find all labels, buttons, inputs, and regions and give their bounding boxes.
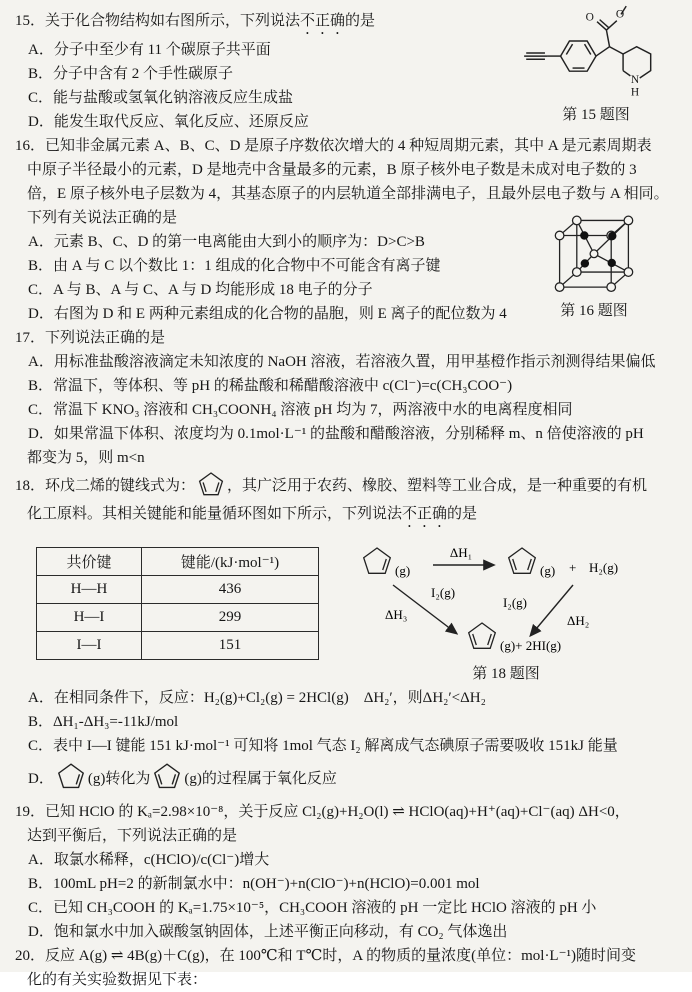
q15-number: 15．: [15, 13, 46, 29]
energy-ii: 151: [142, 632, 319, 660]
q18-figure-row: [36, 535, 692, 684]
nh-hydrogen-label: H: [630, 86, 640, 99]
q18-option-d-label: D．: [28, 771, 54, 787]
q16-crystal-cell-diagram: [550, 214, 638, 300]
q18-stem-emphasis: 不正确: [402, 506, 448, 522]
q18-energy-cycle: [341, 535, 671, 684]
q19-option-a: A．取氯水稀释，c(HClO)/c(Cl⁻)增大: [28, 852, 270, 868]
q17-option-d: D．如果常温下体积、浓度均为 0.1mol·L⁻¹ 的盐酸和醋酸溶液，分别稀释 m、n 倍使溶液的 pH: [28, 426, 644, 442]
nitrogen-label: N: [630, 74, 640, 87]
q16-stem-line-1: 16．已知非金属元素 A、B、C、D 是原子序数依次增大的 4 种短周期元素，其中 A 是元素周期表: [15, 138, 652, 154]
cyclopentadiene-structure-bottom: [469, 623, 496, 648]
q18-stem-line-1: [0, 470, 692, 502]
energy-hh: 436: [142, 576, 319, 604]
q15-option-d: D．能发生取代反应、氧化反应、还原反应: [28, 114, 309, 130]
q20-stem-line-1: 20．反应 A(g) ⇌ 4B(g)＋C(g)，在 100℃和 T℃时，A 的物质的量浓度(单位：mol·L⁻¹)随时间变: [15, 948, 637, 964]
dh3-label: ΔH₃: [385, 607, 408, 622]
q18-figure-caption: 第 18 题图: [472, 666, 540, 682]
bond-energy-table: [36, 547, 319, 660]
cyclopentadiene-structure-top: [509, 548, 536, 573]
plus-sign: +: [569, 560, 577, 575]
benzene-ring: [561, 41, 596, 71]
q18-cycle-diagram: [341, 535, 671, 663]
question-20: [0, 944, 692, 992]
q17-option-c: C．常温下 KNO₃ 溶液和 CH₃COONH₄ 溶液 pH 均为 7，两溶液中水的电离程度相同: [28, 402, 573, 418]
q18-stem-text-4: 的是: [447, 506, 478, 522]
h2-label: H₂(g): [589, 560, 619, 575]
q18-option-b: B．ΔH₁-ΔH₃=-11kJ/mol: [28, 714, 179, 730]
col-header-energy: 键能/(kJ·mol⁻¹): [142, 548, 319, 576]
q15-figure: [512, 4, 680, 125]
dh1-label: ΔH₁: [449, 545, 473, 560]
carbonyl-o-label: O: [585, 11, 594, 24]
q16-figure-caption: 第 16 题图: [560, 303, 628, 319]
col-header-bond: 共价键: [37, 548, 142, 576]
q15-figure-caption: 第 15 题图: [562, 107, 630, 123]
bond-hh: H—H: [37, 576, 142, 604]
bond-ii: I—I: [37, 632, 142, 660]
bond-hi: H—I: [37, 604, 142, 632]
q18-option-a: A．在相同条件下，反应：H₂(g)+Cl₂(g) = 2HCl(g) ΔH₂′，则ΔH₂′<ΔH₂: [28, 690, 486, 706]
question-18: [0, 470, 692, 800]
q15-option-a: A．分子中至少有 11 个碳原子共平面: [28, 42, 271, 58]
q18-option-d: [0, 758, 692, 800]
q18-stem-text-2: ，其广泛用于农药、橡胶、塑料等工业合成，是一种重要的有机: [227, 478, 648, 494]
q15-molecule-diagram: [516, 4, 676, 104]
q16-stem-line-2: 中原子半径最小的元素，D 是地壳中含量最多的元素，B 原子核外电子数是未成对电子数的 3: [27, 162, 637, 178]
q15-option-c: C．能与盐酸或氢氧化钠溶液反应生成盐: [28, 90, 294, 106]
q15-stem-emphasis: 不正确: [300, 13, 346, 29]
ester-o-label: O: [615, 8, 625, 21]
q16-option-d: D．右图为 D 和 E 两种元素组成的化合物的晶胞，则 E 离子的配位数为 4: [28, 306, 507, 322]
q18-stem-line-2: [0, 502, 692, 531]
table-header-row: [37, 548, 319, 576]
q18-stem-text-3: 化工原料。其相关键能和能量循环图如下所示，下列说法: [27, 506, 403, 522]
q18-option-d-text-2: (g)的过程属于氧化反应: [184, 771, 337, 787]
table-row: [37, 576, 319, 604]
cyclopentadiene-icon: [152, 761, 182, 791]
q18-option-c: C．表中 I—I 键能 151 kJ·mol⁻¹ 可知将 1mol 气态 I₂ 解离成气态碘原子需要吸收 151kJ 能量: [28, 738, 618, 754]
q16-option-c: C．A 与 B、A 与 C、A 与 D 均能形成 18 电子的分子: [28, 282, 373, 298]
q17-option-a: A．用标准盐酸溶液滴定未知浓度的 NaOH 溶液，若溶液久置，用甲基橙作指示剂测得结果偏低: [28, 354, 656, 370]
q19-option-b: B．100mL pH=2 的新制氯水中：n(OH⁻)+n(ClO⁻)+n(HClO)=0.001 mol: [28, 876, 480, 892]
question-19: [0, 800, 692, 944]
q19-stem-line-1: 19．已知 HClO 的 Kₐ=2.98×10⁻⁸，关于反应 Cl₂(g)+H₂O(l) ⇌ HClO(aq)+H⁺(aq)+Cl⁻(aq) ΔH<0，: [15, 804, 630, 820]
q16-figure: [536, 214, 652, 321]
energy-hi: 299: [142, 604, 319, 632]
q18-option-d-text-1: (g)转化为: [87, 771, 151, 787]
q18-stem-text-1: 18．环戊二烯的键线式为：: [15, 478, 196, 494]
q19-option-d: D．饱和氯水中加入碳酸氢钠固体，上述平衡正向移动，有 CO₂ 气体逸出: [28, 924, 508, 940]
cyclopentene-structure: [364, 548, 391, 573]
bottom-state-label: (g)+ 2HI(g): [500, 638, 562, 653]
q15-stem-tail: 的是: [345, 13, 376, 29]
q15-stem-text: 关于化合物结构如右图所示，下列说法: [45, 13, 301, 29]
state-label: (g): [540, 563, 556, 578]
dh2-label: ΔH₂: [567, 613, 590, 628]
q16-stem-line-4: 下列有关说法正确的是: [27, 210, 178, 226]
q17-option-b: B．常温下，等体积、等 pH 的稀盐酸和稀醋酸溶液中 c(Cl⁻)=c(CH₃COO⁻): [28, 378, 513, 394]
i2-left-label: I₂(g): [431, 585, 456, 600]
table-row: [37, 632, 319, 660]
i2-right-label: I₂(g): [502, 595, 527, 610]
q19-option-c: C．已知 CH₃COOH 的 Kₐ=1.75×10⁻⁵，CH₃COOH 溶液的 pH 一定比 HClO 溶液的 pH 小: [28, 900, 597, 916]
q17-option-d-cont: 都变为 5，则 m<n: [27, 450, 145, 466]
alkyne-bond: [524, 53, 560, 59]
cyclopentadiene-icon: [197, 470, 225, 498]
q17-stem: 17．下列说法正确的是: [15, 330, 166, 346]
cyclopentene-icon: [56, 761, 86, 791]
q16-option-b: B．由 A 与 C 以个数比 1：1 组成的化合物中不可能含有离子键: [28, 258, 441, 274]
q16-option-a: A．元素 B、C、D 的第一电离能由大到小的顺序为：D>C>B: [28, 234, 425, 250]
table-row: [37, 604, 319, 632]
q16-stem-line-3: 倍，E 原子核外电子层数为 4，其基态原子的内层轨道全部排满电子，且最外层电子数与 A 相同。: [27, 186, 669, 202]
q19-stem-line-2: 达到平衡后，下列说法正确的是: [27, 828, 238, 844]
state-label: (g): [395, 563, 411, 578]
q15-option-b: B．分子中含有 2 个手性碳原子: [28, 66, 234, 82]
question-17: [0, 326, 692, 470]
q20-stem-line-2: 化的有关实验数据见下表：: [27, 972, 208, 988]
